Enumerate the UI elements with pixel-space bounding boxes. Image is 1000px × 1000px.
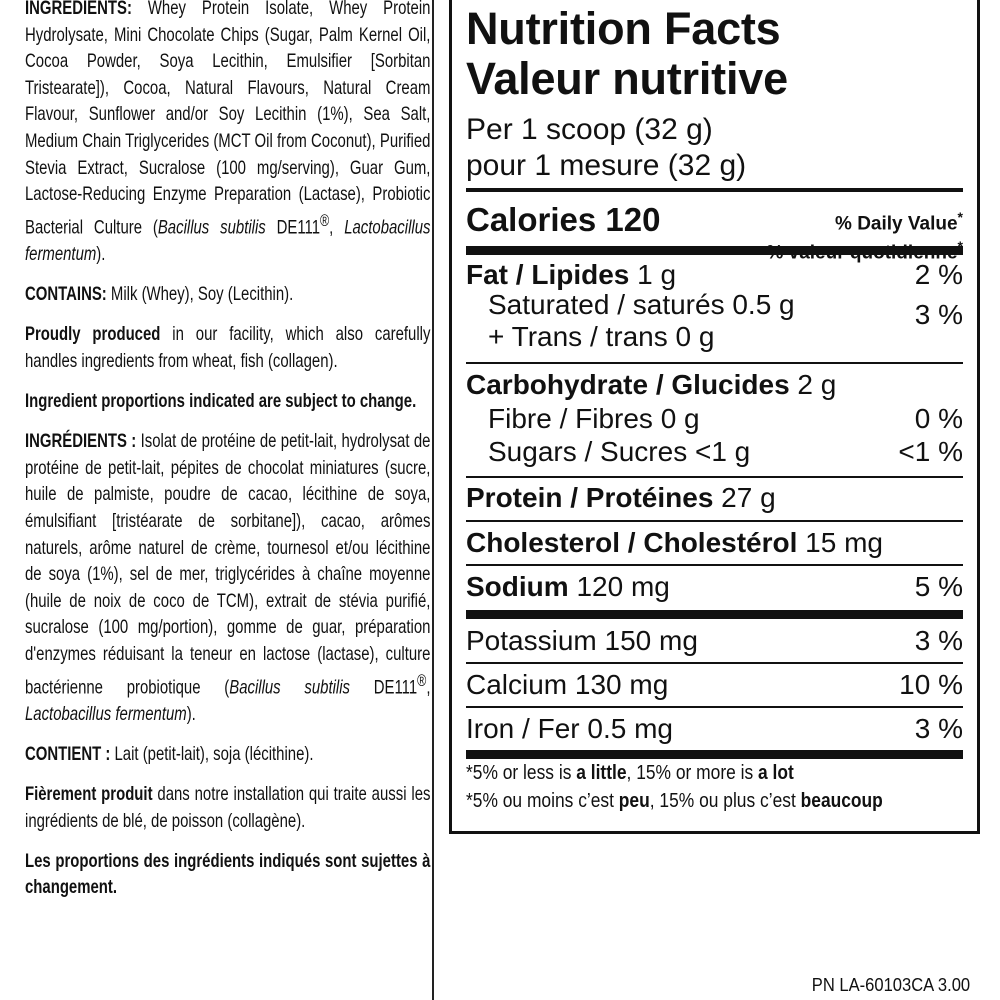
ingredients-fr: INGRÉDIENTS : Isolat de protéine de petit-lait, hydrolysat de protéine de petit-lait, pépites de chocolat miniatures (sucre, huile de palmiste, poudre de cacao, lécithine de soya, émulsifiant [tristéarate de sorbitane]), cacao, arômes naturels, arôme naturel de crème, tournesol et/ou lécithine de soya (1%), sel de mer, triglycérides à chaîne moyenne (huile de noix de coco de TCM), extrait de stévia purifié, sucralose (100 mg/portion), gomme de guar, préparation d'enzymes réduisant la teneur en lactose (lactase), culture bactérienne probiotique (Bacillus subtilis DE111®, Lactobacillus fermentum). [25, 430, 431, 725]
divider-thick [466, 750, 963, 759]
daily-value-footnote [466, 759, 966, 815]
calories-label: Calories 120 [466, 201, 661, 238]
divider [466, 362, 963, 364]
divider-thick [466, 246, 963, 255]
footnote-en: *5% or less is a little, 15% or more is a lot [466, 762, 794, 784]
divider [466, 662, 963, 664]
iron-row: Iron / Fer 0.5 mg 3 % [466, 713, 963, 744]
divider [466, 520, 963, 522]
contains-fr: CONTIENT : Lait (petit-lait), soja (lécithine). [25, 742, 314, 765]
title-en: Nutrition Facts [466, 3, 781, 54]
carbohydrate-row: Carbohydrate / Glucides 2 g [466, 369, 837, 400]
ingredients-en: INGREDIENTS: Whey Protein Isolate, Whey Protein Hydrolysate, Mini Chocolate Chips (Sugar, Palm Kernel Oil, Cocoa Powder, Soya Lecithin, Emulsifier [Sorbitan Tristearate]), Cocoa, Natural Flavours, Natural Cream Flavour, Sunflower and/or Soy Lecithin (1%), Sea Salt, Medium Chain Triglycerides (MCT Oil from Coconut), Purified Stevia Extract, Sucralose (100 mg/serving), Guar Gum, Lactose-Reducing Enzyme Preparation (Lactase), Probiotic Bacterial Culture (Bacillus subtilis DE111®, Lactobacillus fermentum). [25, 0, 430, 267]
serving-fr: pour 1 mesure (32 g) [466, 149, 747, 182]
registered-mark: ® [320, 211, 330, 230]
sugars-row: Sugars / Sucres <1 g <1 % [488, 436, 963, 467]
ingredients-en-label: INGREDIENTS: [25, 0, 132, 19]
saturated-row: Saturated / saturés 0.5 g [488, 289, 795, 320]
nutrition-facts-table [449, 0, 980, 834]
cholesterol-row: Cholesterol / Cholestérol 15 mg [466, 527, 884, 558]
divider [466, 476, 963, 478]
trans-row: + Trans / trans 0 g [488, 321, 715, 352]
fat-row: Fat / Lipides 1 g 2 % [466, 259, 963, 290]
sodium-row: Sodium 120 mg 5 % [466, 571, 963, 602]
serving-size [466, 112, 746, 184]
potassium-row: Potassium 150 mg 3 % [466, 625, 963, 656]
ingredients-column [0, 0, 434, 1000]
divider-thick [466, 610, 963, 619]
part-number: PN LA-60103CA 3.00 [811, 975, 970, 995]
divider [466, 564, 963, 566]
proportions-en: Ingredient proportions indicated are subject to change. [25, 390, 417, 412]
contains-en: CONTAINS: Milk (Whey), Soy (Lecithin). [25, 283, 294, 306]
proportions-fr: Les proportions des ingrédients indiqués sont sujettes à changement. [25, 849, 431, 899]
nutrition-title [466, 4, 788, 104]
produced-en: Proudly produced in our facility, which also carefully handles ingredients from wheat, fish (collagen). [25, 323, 431, 372]
saturated-trans-pct: 3 % [914, 299, 963, 330]
ingredients-text-block [25, 0, 430, 901]
calories-row [466, 200, 963, 250]
serving-en: Per 1 scoop (32 g) [466, 113, 713, 146]
daily-value-header: % Daily Value* [835, 209, 963, 235]
protein-row: Protein / Protéines 27 g [466, 482, 776, 513]
calcium-row: Calcium 130 mg 10 % [466, 669, 963, 700]
divider [466, 706, 963, 708]
produced-fr: Fièrement produit dans notre installation qui traite aussi les ingrédients de blé, de poisson (collagène). [25, 783, 431, 832]
fibre-row: Fibre / Fibres 0 g 0 % [488, 403, 963, 434]
divider [466, 188, 963, 192]
footnote-fr: *5% ou moins c’est peu, 15% ou plus c’est beaucoup [466, 790, 883, 812]
title-fr: Valeur nutritive [466, 53, 788, 104]
